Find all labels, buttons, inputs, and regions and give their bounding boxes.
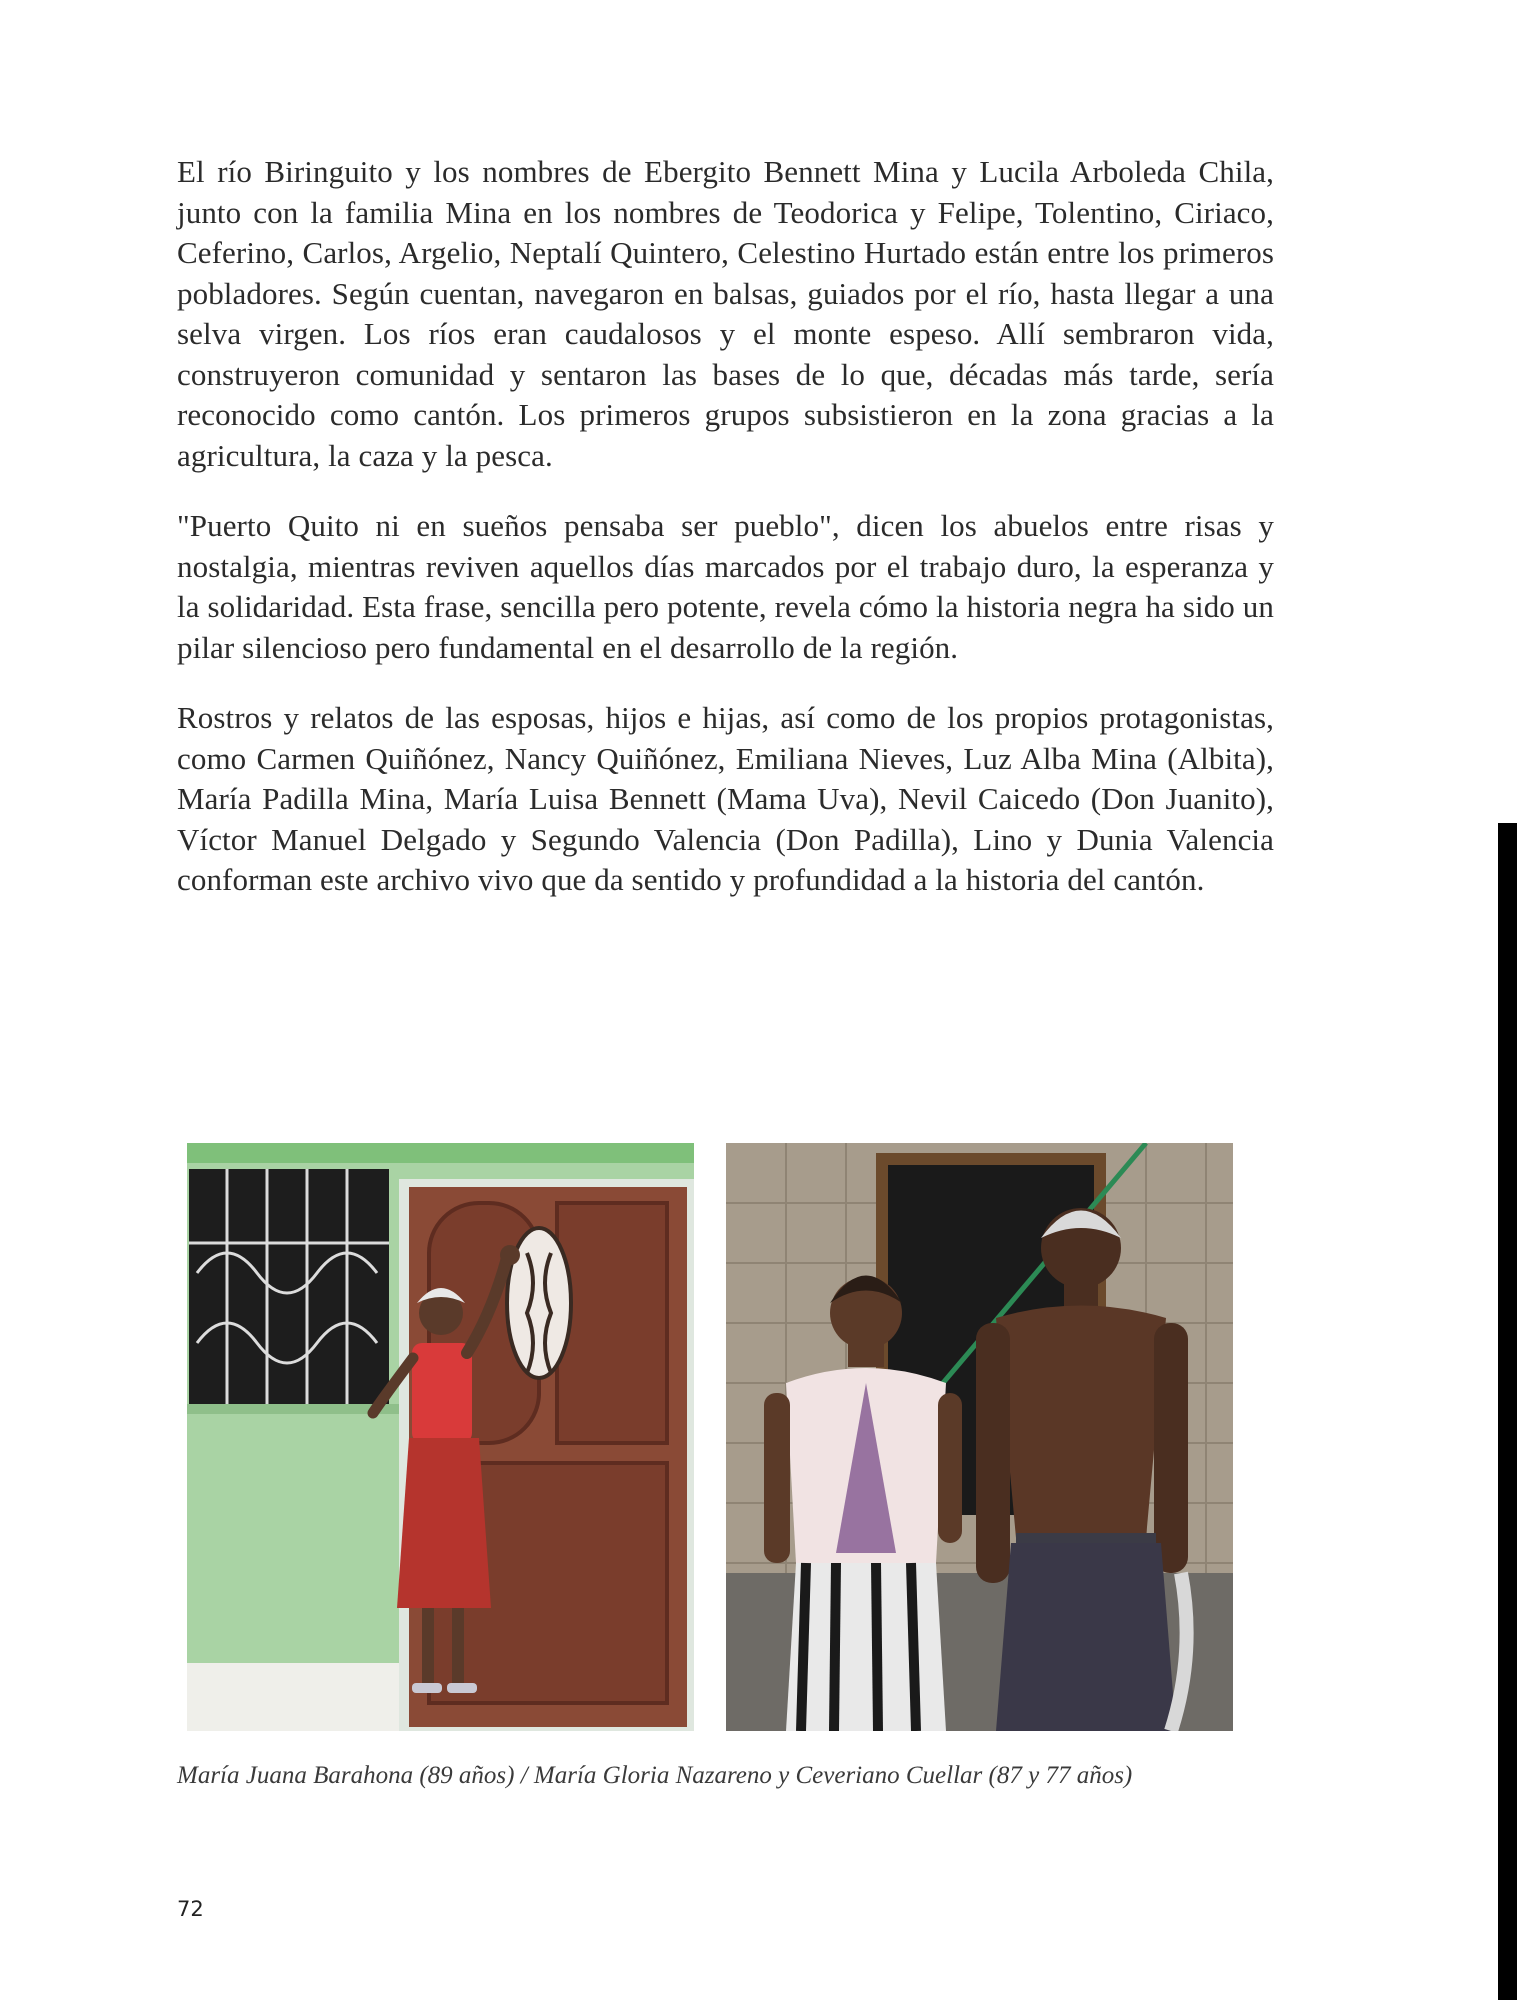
page-number: 72 [177,1897,204,1921]
photo-caption: María Juana Barahona (89 años) / María Gloria Nazareno y Ceveriano Cuellar (87 y 77 años) [177,1762,1133,1789]
page-edge-bar [1498,823,1517,2000]
paragraph-2: "Puerto Quito ni en sueños pensaba ser pueblo", dicen los abuelos entre risas y nostalgia, mientras reviven aquellos días marcados por el trabajo duro, la esperanza y la solidaridad. Esta frase, sencilla pero potente, revela cómo la historia negra ha sido un pilar silencioso pero fundamental en el desarrollo de la región. [177,508,1274,665]
photo-maria-juana-barahona [187,1143,694,1731]
photo-doorway-illustration [187,1143,694,1731]
body-text [177,152,1274,901]
paragraph-1: El río Biringuito y los nombres de Ebergito Bennett Mina y Lucila Arboleda Chila, junto con la familia Mina en los nombres de Teodorica y Felipe, Tolentino, Ciriaco, Ceferino, Carlos, Argelio, Neptalí Quintero, Celestino Hurtado están entre los primeros pobladores. Según cuentan, navegaron en balsas, guiados por el río, hasta llegar a una selva virgen. Los ríos eran caudalosos y el monte espeso. Allí sembraron vida, construyeron comunidad y sentaron las bases de lo que, décadas más tarde, sería reconocido como cantón. Los primeros grupos subsistieron en la zona gracias a la agricultura, la caza y la pesca. [177,154,1274,473]
photo-couple-illustration [726,1143,1233,1731]
photo-maria-gloria-y-ceveriano [726,1143,1233,1731]
paragraph-3: Rostros y relatos de las esposas, hijos e hijas, así como de los propios protagonistas, como Carmen Quiñónez, Nancy Quiñónez, Emiliana Nieves, Luz Alba Mina (Albita), María Padilla Mina, María Luisa Bennett (Mama Uva), Nevil Caicedo (Don Juanito), Víctor Manuel Delgado y Segundo Valencia (Don Padilla), Lino y Dunia Valencia conforman este archivo vivo que da sentido y profundidad a la historia del cantón. [177,700,1274,897]
